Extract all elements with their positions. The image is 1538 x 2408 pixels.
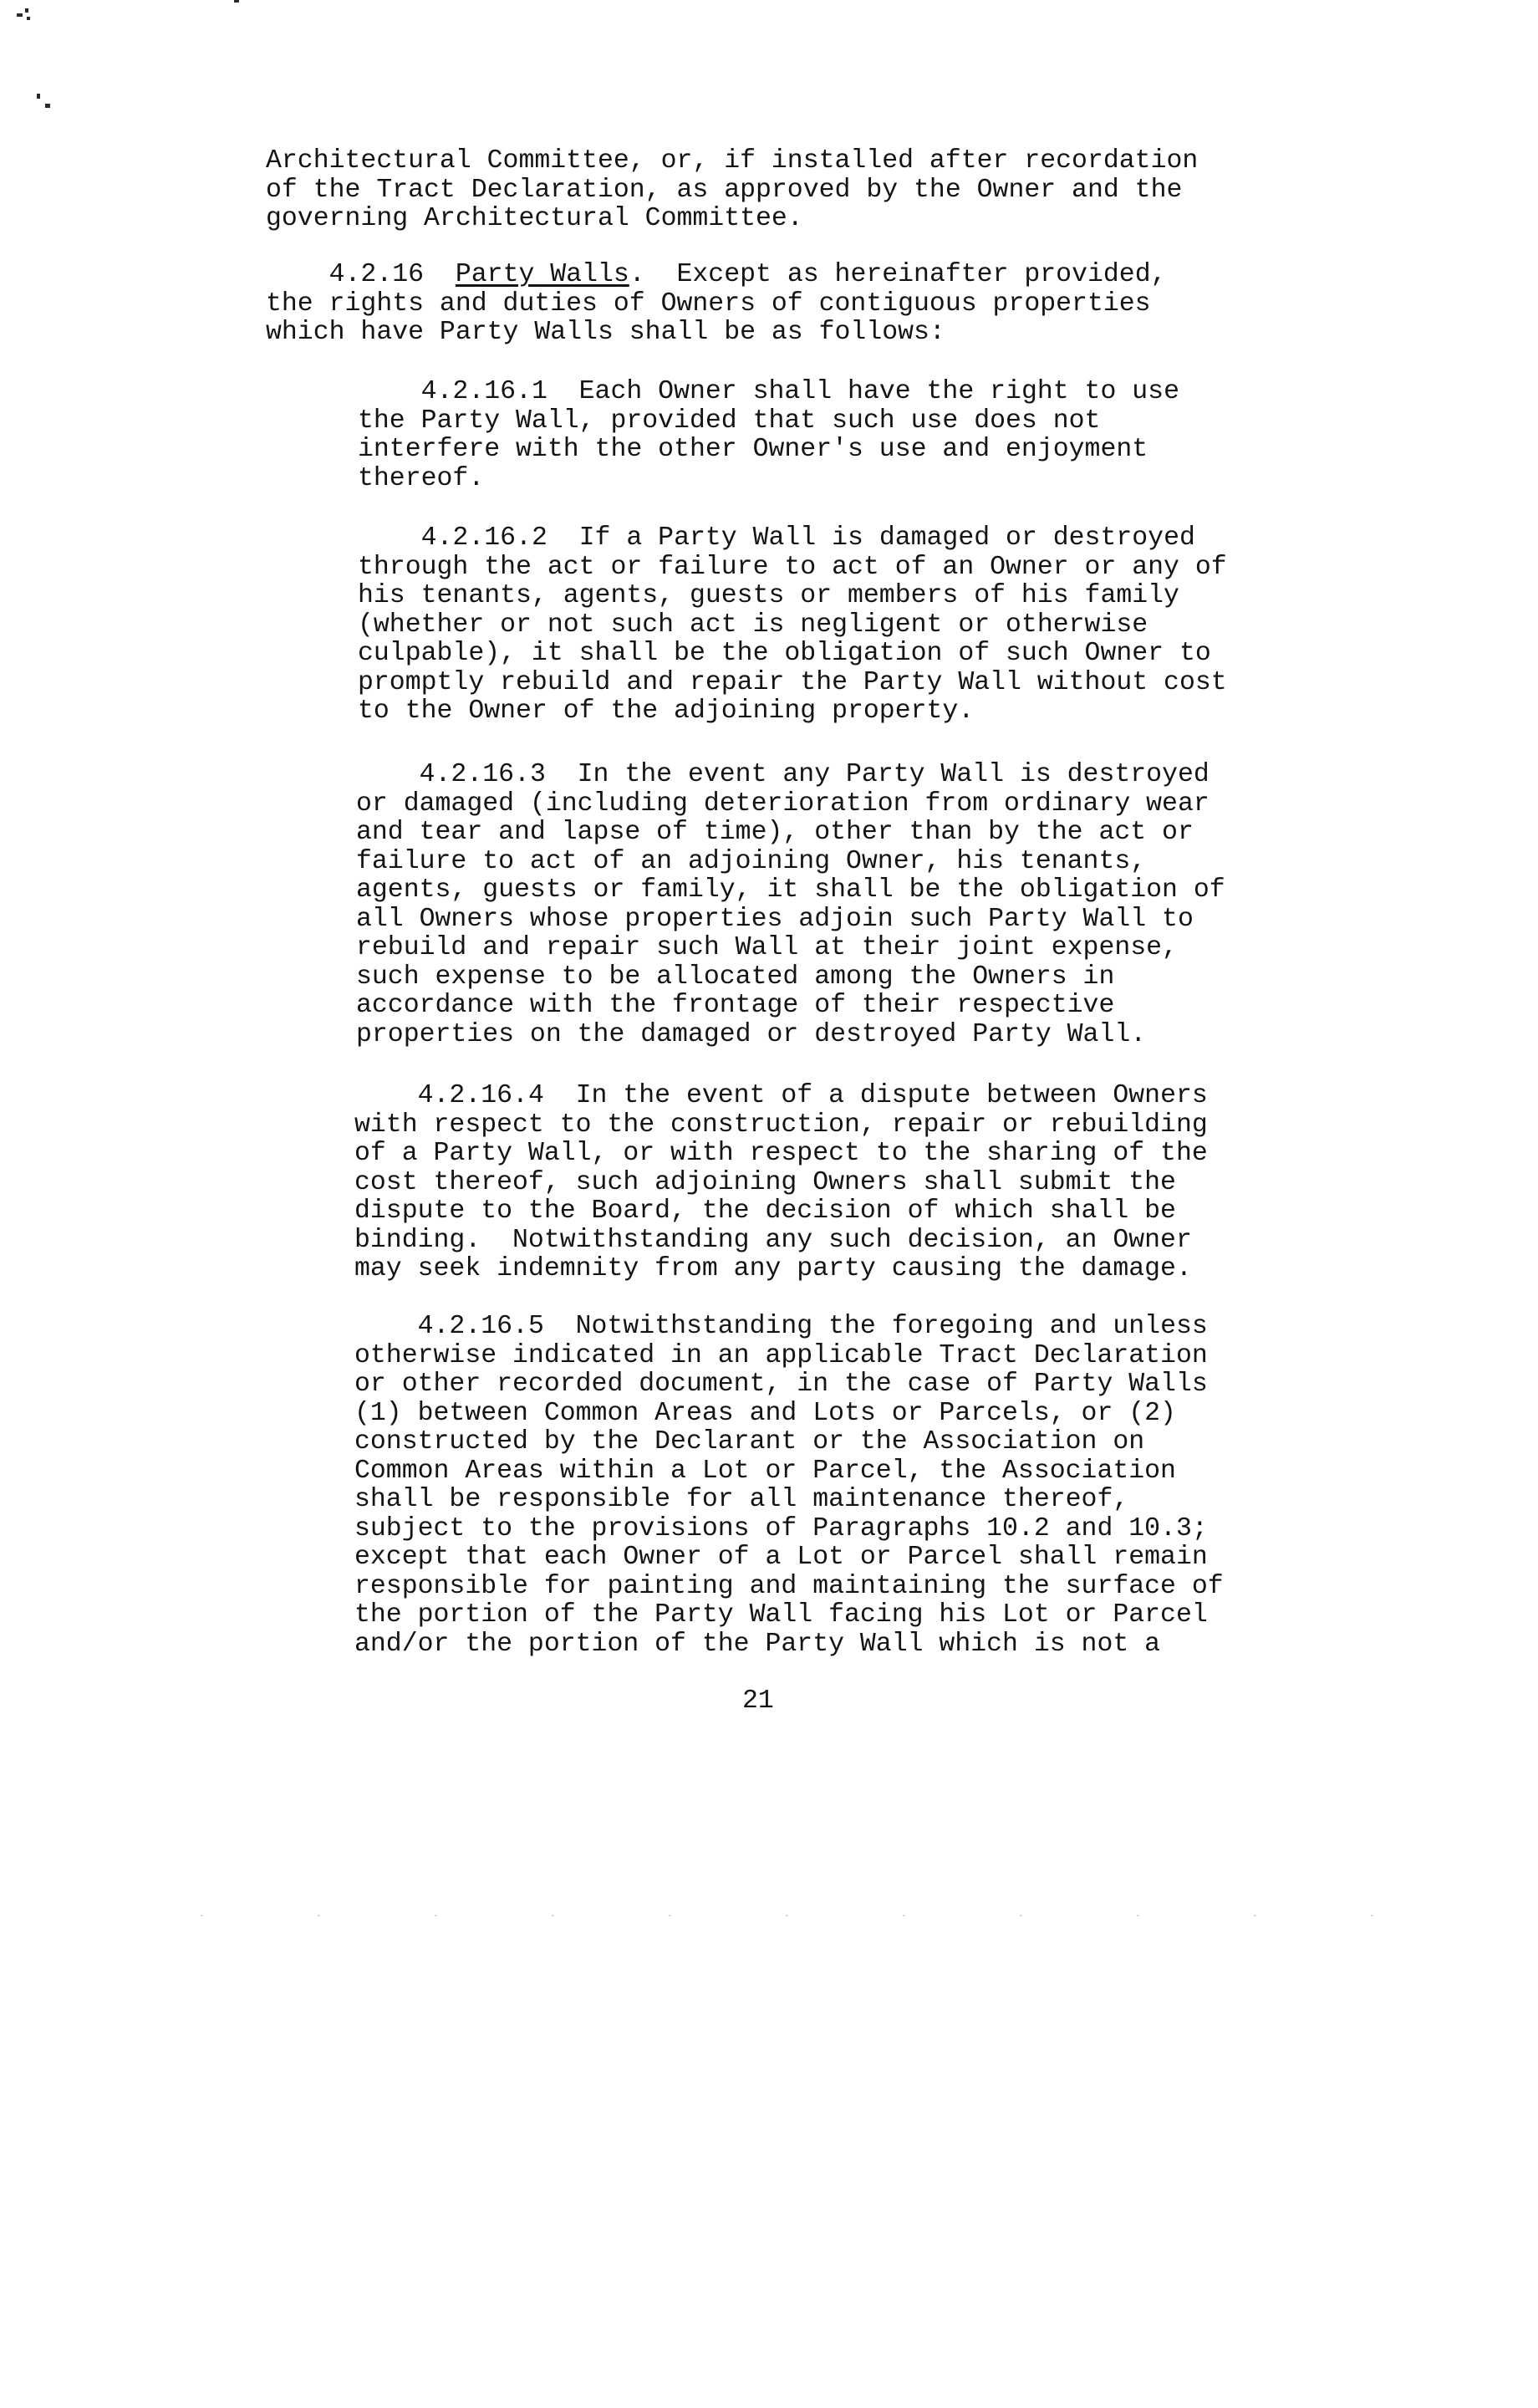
text-line: subject to the provisions of Paragraphs 10.2 and 10.3; bbox=[354, 1513, 1208, 1543]
text-line: with respect to the construction, repair or rebuilding bbox=[354, 1110, 1208, 1140]
text-line: agents, guests or family, it shall be the obligation of bbox=[356, 875, 1225, 905]
text-line: of a Party Wall, or with respect to the sharing of the bbox=[354, 1139, 1208, 1168]
text-line: responsible for painting and maintaining the surface of bbox=[354, 1571, 1224, 1601]
text-line: his tenants, agents, guests or members of his family bbox=[358, 581, 1179, 610]
scan-speck bbox=[27, 17, 30, 20]
text-line: governing Architectural Committee. bbox=[266, 204, 803, 233]
text-line: Architectural Committee, or, if installed after recordation bbox=[266, 146, 1199, 176]
scan-speck bbox=[234, 0, 239, 3]
text-line: such expense to be allocated among the Owners in bbox=[356, 962, 1115, 992]
text-line: promptly rebuild and repair the Party Wall without cost bbox=[358, 667, 1227, 697]
section-number: 4.2.16 bbox=[328, 260, 425, 289]
section-heading: Party Walls bbox=[455, 260, 629, 289]
text-line: 4.2.16.2 If a Party Wall is damaged or destroyed bbox=[420, 523, 1195, 553]
text-line: and tear and lapse of time), other than by the act or bbox=[356, 818, 1194, 847]
text-line: 4.2.16.1 Each Owner shall have the right to use bbox=[420, 377, 1179, 406]
opening-paragraph bbox=[266, 147, 1198, 234]
text-line: properties on the damaged or destroyed Party Wall. bbox=[356, 1019, 1147, 1049]
text-line: 4.2.16.4 In the event of a dispute between Owners bbox=[417, 1081, 1208, 1110]
text-line: (1) between Common Areas and Lots or Parcels, or (2) bbox=[354, 1398, 1176, 1428]
text-line: accordance with the frontage of their respective bbox=[356, 991, 1115, 1020]
text-line: constructed by the Declarant or the Association on bbox=[354, 1427, 1145, 1457]
text-line: or damaged (including deterioration from ordinary wear bbox=[356, 788, 1210, 819]
text-line: except that each Owner of a Lot or Parcel shall remain bbox=[354, 1543, 1208, 1572]
text-line: all Owners whose properties adjoin such Party Wall to bbox=[356, 904, 1194, 934]
text-line: dispute to the Board, the decision of which shall be bbox=[354, 1196, 1176, 1226]
scan-noise bbox=[201, 1915, 1421, 1916]
text-line: (whether or not such act is negligent or otherwise bbox=[358, 610, 1148, 640]
text-line: of the Tract Declaration, as approved by the Owner and the bbox=[266, 175, 1183, 205]
page-number: 21 bbox=[742, 1686, 774, 1716]
text-line: the Party Wall, provided that such use does not bbox=[358, 406, 1101, 436]
text-line: the portion of the Party Wall facing his Lot or Parcel bbox=[354, 1600, 1208, 1630]
text-line: which have Party Walls shall be as follows: bbox=[266, 318, 945, 347]
text-line: 4.2.16.3 In the event any Party Wall is destroyed bbox=[419, 760, 1210, 789]
text-line: interfere with the other Owner's use and enjoyment bbox=[358, 435, 1148, 464]
text-line: cost thereof, such adjoining Owners shall submit the bbox=[354, 1167, 1176, 1197]
subsection-4-2-16-1 bbox=[358, 378, 1179, 493]
subsection-4-2-16-2 bbox=[358, 524, 1227, 727]
text-line: shall be responsible for all maintenance thereof, bbox=[354, 1485, 1129, 1514]
scan-speck bbox=[25, 8, 28, 13]
text-line: thereof. bbox=[358, 463, 485, 493]
text-line: culpable), it shall be the obligation of such Owner to bbox=[358, 639, 1211, 668]
subsection-4-2-16-5 bbox=[354, 1313, 1224, 1659]
text-line: to the Owner of the adjoining property. bbox=[358, 696, 975, 726]
subsection-4-2-16-3 bbox=[356, 761, 1225, 1049]
subsection-4-2-16-4 bbox=[354, 1082, 1208, 1284]
text-line: or other recorded document, in the case of Party Walls bbox=[354, 1370, 1208, 1399]
text-line: otherwise indicated in an applicable Tract Declaration bbox=[354, 1340, 1208, 1370]
text-line: binding. Notwithstanding any such decision, an Owner bbox=[354, 1225, 1192, 1255]
text-line: and/or the portion of the Party Wall which is not a bbox=[354, 1629, 1161, 1659]
scan-speck bbox=[17, 13, 23, 17]
scan-speck bbox=[45, 104, 50, 108]
text-line: 4.2.16.5 Notwithstanding the foregoing and unless bbox=[417, 1312, 1208, 1341]
text-line: may seek indemnity from any party causing the damage. bbox=[354, 1254, 1192, 1283]
section-4-2-16-paragraph bbox=[266, 261, 1167, 348]
text-line: failure to act of an adjoining Owner, his tenants, bbox=[356, 846, 1147, 876]
text-line: the rights and duties of Owners of contiguous properties bbox=[266, 288, 1151, 319]
scan-speck bbox=[37, 94, 40, 99]
text-line: rebuild and repair such Wall at their joint expense, bbox=[356, 933, 1178, 962]
text-line: through the act or failure to act of an Owner or any of bbox=[358, 552, 1227, 582]
text-line: Common Areas within a Lot or Parcel, the Association bbox=[354, 1456, 1176, 1486]
text-line: . Except as hereinafter provided, bbox=[629, 260, 1167, 289]
